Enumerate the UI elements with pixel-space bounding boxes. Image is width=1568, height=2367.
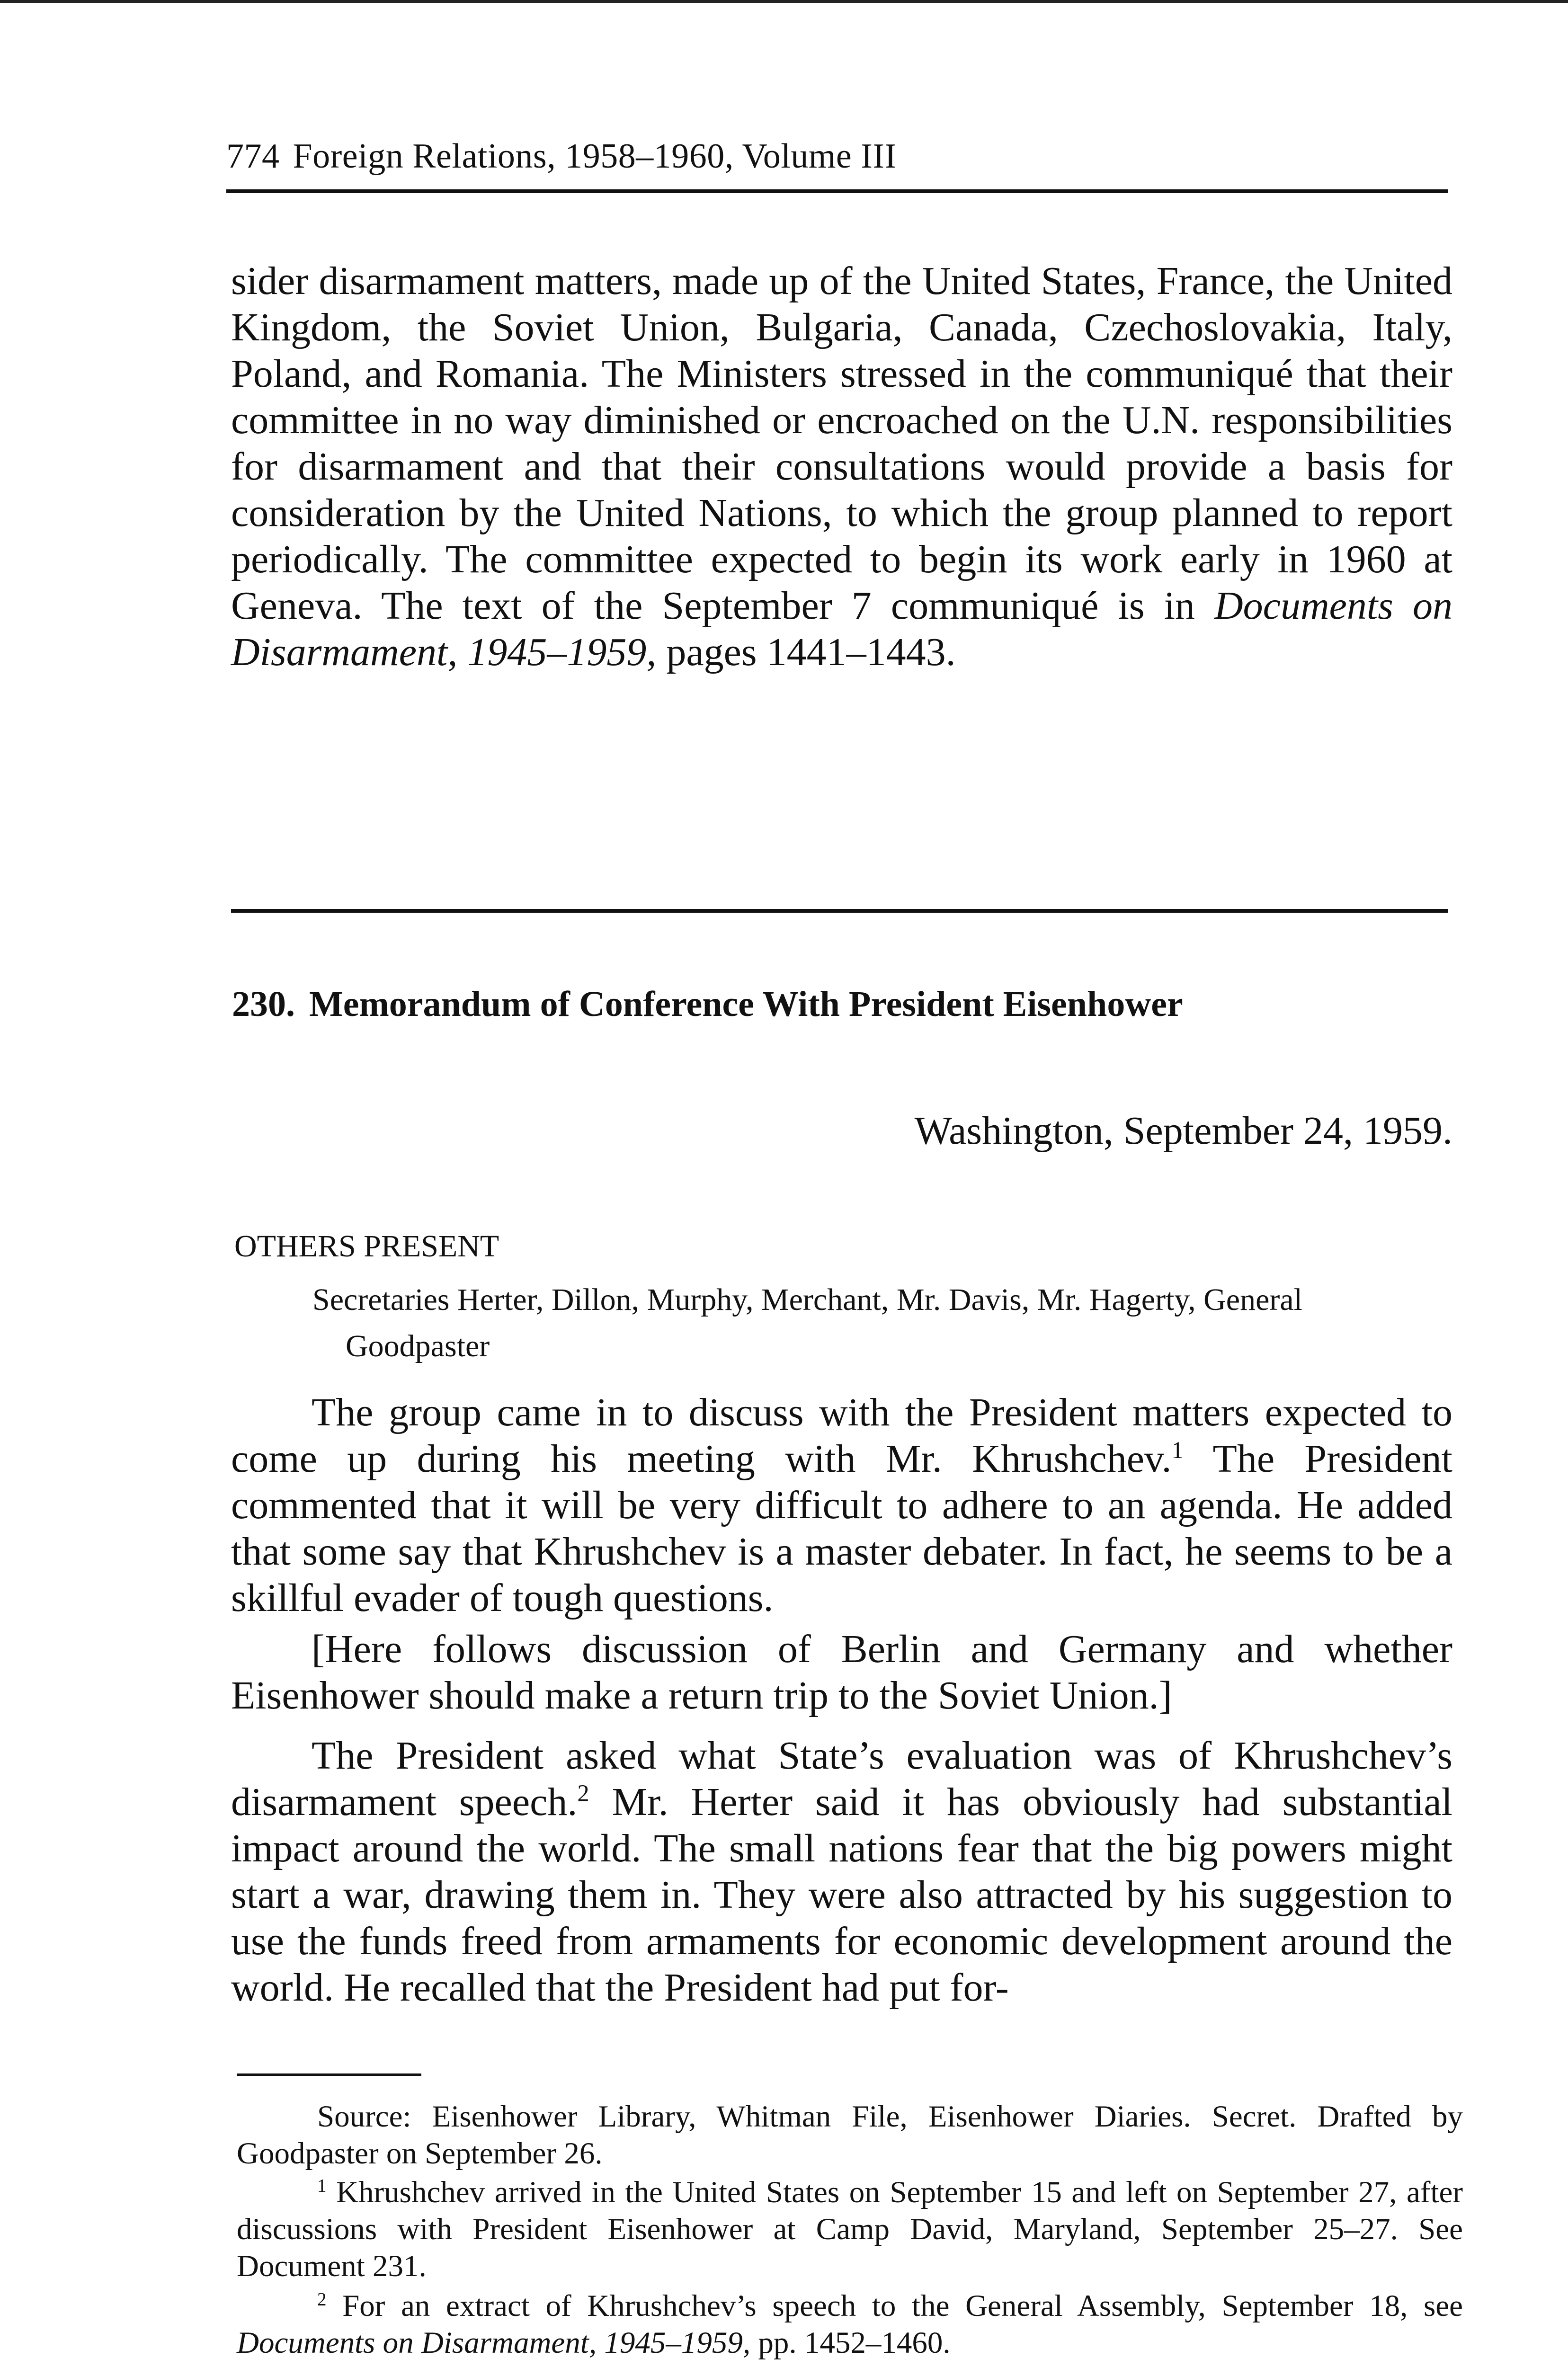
body-paragraph-3-text-b: Mr. Herter said it has obviously had substantial impact around the world. The small nations fear that the big powers might start a war, drawing them in. They were also attracted by his suggestion to use the funds freed from armaments for economic development around the world. He recalled that the President had put for- bbox=[231, 1780, 1452, 2010]
footnote-2-citation-title: Documents on Disarmament, 1945–1959, bbox=[237, 2326, 751, 2360]
document-title: Memorandum of Conference With President Eisenhower bbox=[309, 984, 1183, 1024]
footnote-2-citation-pages: pp. 1452–1460. bbox=[750, 2326, 951, 2360]
header-rule bbox=[226, 189, 1448, 193]
document-heading bbox=[232, 984, 1183, 1025]
footnote-2 bbox=[237, 2287, 1463, 2361]
body-paragraph-1-text-a: The group came in to discuss with the President matters expected to come up during his meeting with Mr. Khrushchev. bbox=[231, 1390, 1452, 1481]
body-paragraph-3 bbox=[231, 1733, 1452, 2011]
footnote-1 bbox=[237, 2174, 1463, 2285]
others-present-label: OTHERS PRESENT bbox=[234, 1229, 499, 1264]
running-header bbox=[226, 136, 897, 177]
dateline: Washington, September 24, 1959. bbox=[914, 1109, 1452, 1153]
section-divider-rule bbox=[231, 909, 1448, 913]
footnote-reference-2: 2 bbox=[577, 1780, 589, 1806]
lead-paragraph bbox=[231, 258, 1452, 676]
body-paragraph-2: [Here follows discussion of Berlin and Germany and whether Eisenhower should make a return trip to the Soviet Union.] bbox=[231, 1627, 1452, 1717]
body-paragraph-1-text-b: The President commented that it will be very difficult to adhere to an agenda. He added that some say that Khrushchev is a master debater. In fact, he seems to be a skillful evader of tough questions. bbox=[231, 1437, 1452, 1620]
footnote-rule bbox=[237, 2073, 421, 2076]
others-present-names bbox=[312, 1277, 1439, 1370]
footnote-1-marker: 1 bbox=[317, 2175, 327, 2196]
others-present-line-2: Goodpaster bbox=[346, 1329, 490, 1363]
lead-paragraph-text: sider disarmament matters, made up of the United States, France, the United Kingdom, the Soviet Union, Bulgaria, Canada, Czechoslovakia, Italy, Poland, and Romania. The Ministers stressed in the communiqué that their committee in no way diminished or encroached on the U.N. responsibilities for disarmament and that their consultations would provide a basis for consideration by the United Nations, to which the group planned to report periodically. The committee expected to begin its work early in 1960 at Geneva. The text of the September 7 communiqué is in bbox=[231, 259, 1452, 628]
footnote-1-text: Khrushchev arrived in the United States on September 15 and left on September 27, after discussions with President Eisenhower at Camp David, Maryland, September 25–27. See Document 231. bbox=[237, 2175, 1463, 2283]
page-number: 774 bbox=[226, 137, 280, 176]
document-number: 230. bbox=[232, 984, 295, 1024]
footnote-reference-1: 1 bbox=[1171, 1437, 1184, 1463]
running-title: Foreign Relations, 1958–1960, Volume III bbox=[293, 137, 897, 176]
source-note: Source: Eisenhower Library, Whitman File, Eisenhower Diaries. Secret. Drafted by Goodpaster on September 26. bbox=[237, 2100, 1463, 2171]
scan-top-border bbox=[0, 0, 1568, 3]
footnote-2-text: For an extract of Khrushchev’s speech to the General Assembly, September 18, see bbox=[326, 2289, 1463, 2323]
footnote-2-marker: 2 bbox=[317, 2289, 327, 2310]
lead-citation-title: Documents on Disarmament, 1945–1959, bbox=[231, 584, 1452, 674]
body-paragraph-1 bbox=[231, 1389, 1452, 1621]
body-paragraph-3-text-a: The President asked what State’s evaluation was of Khrushchev’s disarmament speech. bbox=[231, 1734, 1452, 1824]
others-present-line-1: Secretaries Herter, Dillon, Murphy, Merchant, Mr. Davis, Mr. Hagerty, General bbox=[312, 1282, 1302, 1317]
lead-citation-pages: pages 1441–1443. bbox=[656, 630, 956, 674]
